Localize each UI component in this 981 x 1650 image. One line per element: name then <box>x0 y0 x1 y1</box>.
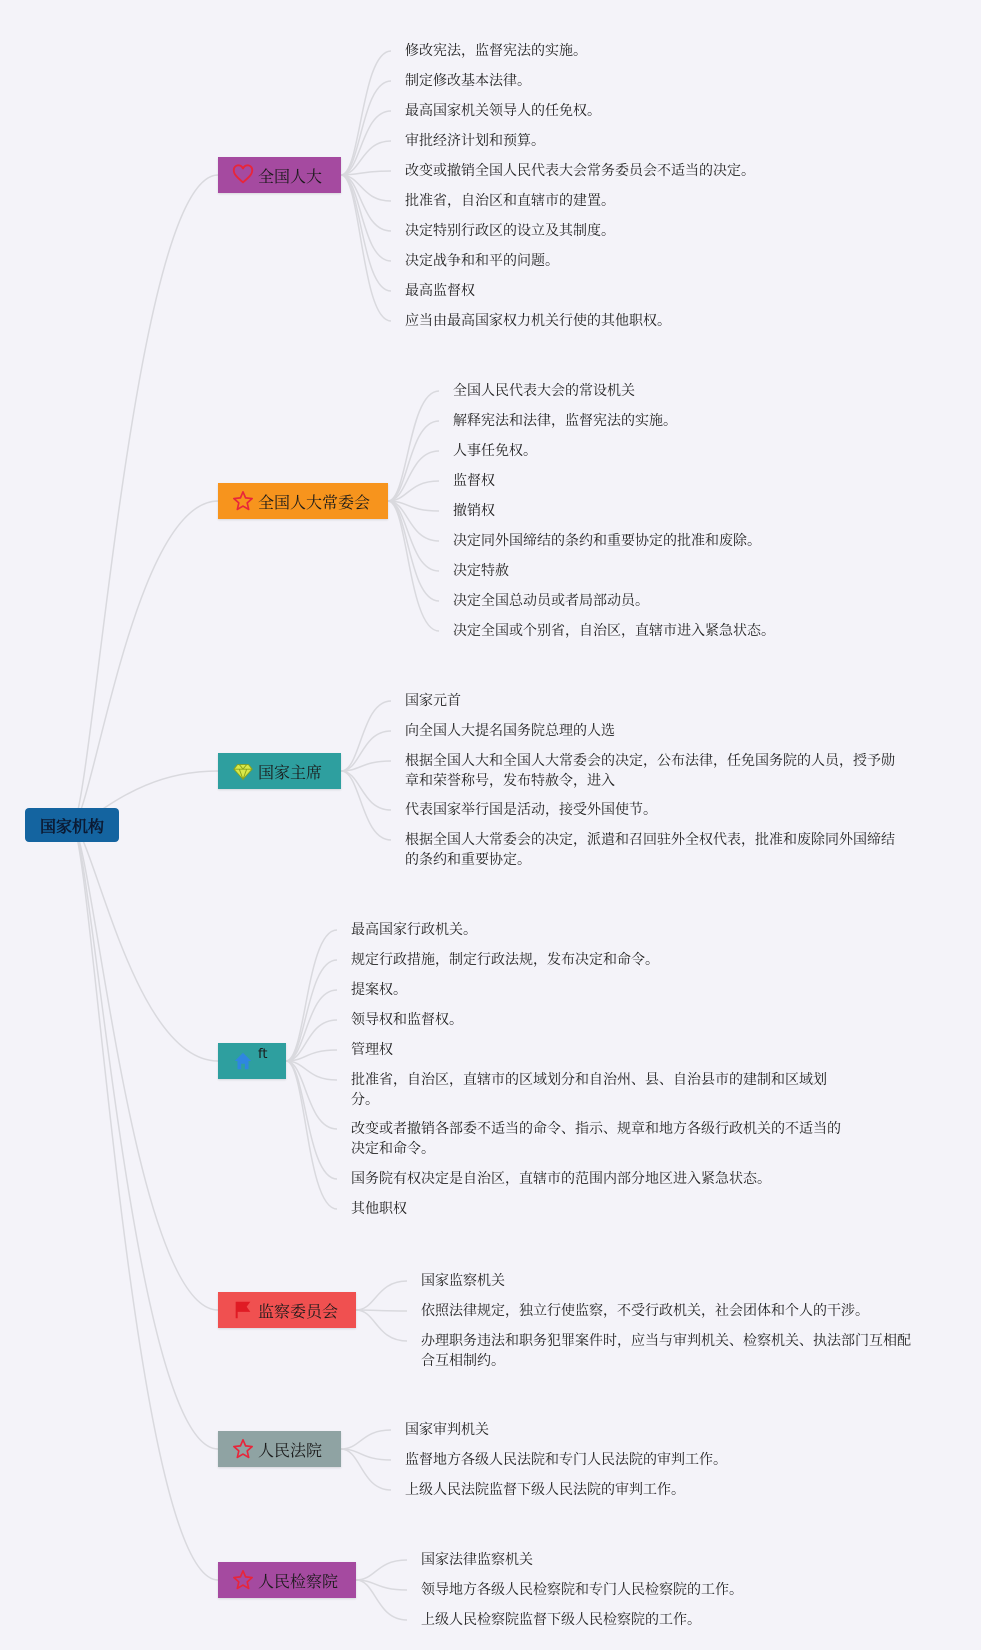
leaf-item: 最高国家行政机关。 <box>351 922 477 938</box>
branch-to-leaf-line <box>341 1430 391 1449</box>
flag-icon <box>232 1299 254 1321</box>
house-icon <box>232 1050 254 1072</box>
leaf-item: 撤销权 <box>453 503 495 519</box>
branch-node[interactable] <box>218 157 341 193</box>
leaf-item: 人事任免权。 <box>453 443 537 459</box>
leaf-item: 审批经济计划和预算。 <box>405 133 545 149</box>
branch-to-leaf-line <box>286 1061 337 1179</box>
leaf-item: 办理职务违法和职务犯罪案件时，应当与审判机关、检察机关、执法部门互相配合互相制约。 <box>421 1333 911 1369</box>
leaf-item: 决定全国总动员或者局部动员。 <box>453 593 649 609</box>
branch-to-leaf-line <box>341 771 391 810</box>
branch-to-leaf-line <box>356 1281 407 1310</box>
branch-to-leaf-line <box>388 391 439 501</box>
root-to-branch-line <box>72 175 218 825</box>
leaf-item: 应当由最高国家权力机关行使的其他职权。 <box>405 313 671 329</box>
leaf-item: 国家法律监察机关 <box>421 1552 533 1568</box>
leaf-item: 国家审判机关 <box>405 1422 489 1438</box>
branch-to-leaf-line <box>341 111 391 175</box>
leaf-item: 改变或者撤销各部委不适当的命令、指示、规章和地方各级行政机关的不适当的决定和命令。 <box>351 1121 841 1157</box>
leaf-item: 最高国家机关领导人的任免权。 <box>405 103 601 119</box>
branch-to-leaf-line <box>356 1310 407 1341</box>
branch-label: ft <box>258 1047 268 1062</box>
branch-label: 国家主席 <box>258 762 323 782</box>
branch-label: 全国人大 <box>258 166 323 186</box>
leaf-item: 批准省，自治区和直辖市的建置。 <box>405 193 615 209</box>
leaf-item: 全国人民代表大会的常设机关 <box>453 383 635 399</box>
star-icon <box>232 1569 254 1591</box>
diamond-icon <box>232 760 254 782</box>
leaf-item: 决定特别行政区的设立及其制度。 <box>405 223 615 239</box>
leaf-item: 制定修改基本法律。 <box>405 73 531 89</box>
leaf-item: 管理权 <box>351 1042 393 1058</box>
leaf-item: 上级人民法院监督下级人民法院的审判工作。 <box>405 1482 685 1498</box>
branch-label: 人民检察院 <box>258 1571 339 1591</box>
leaf-item: 国家监察机关 <box>421 1273 505 1289</box>
branch-node[interactable] <box>218 753 341 789</box>
root-label: 国家机构 <box>39 816 104 836</box>
leaf-item: 国家元首 <box>405 693 461 709</box>
leaf-item: 决定同外国缔结的条约和重要协定的批准和废除。 <box>453 533 761 549</box>
leaf-item: 决定全国或个别省，自治区，直辖市进入紧急状态。 <box>453 623 775 639</box>
leaf-item: 监督地方各级人民法院和专门人民法院的审判工作。 <box>405 1452 727 1468</box>
leaf-item: 规定行政措施，制定行政法规，发布决定和命令。 <box>351 952 659 968</box>
branch-label: 监察委员会 <box>258 1301 339 1321</box>
leaf-item: 改变或撤销全国人民代表大会常务委员会不适当的决定。 <box>405 163 755 179</box>
branch-to-leaf-line <box>356 1560 407 1580</box>
leaf-item: 监督权 <box>453 473 495 489</box>
branch-to-leaf-line <box>341 771 391 840</box>
leaf-item: 解释宪法和法律，监督宪法的实施。 <box>453 413 677 429</box>
root-node[interactable] <box>25 808 119 842</box>
branch-node[interactable] <box>218 1043 286 1079</box>
leaf-item: 批准省，自治区，直辖市的区域划分和自治州、县、自治县市的建制和区域划分。 <box>351 1072 827 1108</box>
leaf-item: 领导地方各级人民检察院和专门人民检察院的工作。 <box>421 1582 743 1598</box>
star-icon <box>232 1438 254 1460</box>
branch-node[interactable] <box>218 1562 356 1598</box>
leaf-item: 其他职权 <box>351 1201 407 1217</box>
leaf-item: 最高监督权 <box>405 283 475 299</box>
branch-label: 全国人大常委会 <box>258 492 371 512</box>
leaf-item: 向全国人大提名国务院总理的人选 <box>405 723 615 739</box>
leaf-item: 根据全国人大常委会的决定，派遣和召回驻外全权代表，批准和废除同外国缔结的条约和重要协定。 <box>405 832 895 868</box>
leaf-item: 修改宪法，监督宪法的实施。 <box>405 43 587 59</box>
branch-to-leaf-line <box>388 421 439 501</box>
branch-label: 人民法院 <box>258 1440 323 1460</box>
heart-icon <box>232 164 254 186</box>
branch-node[interactable] <box>218 1292 356 1328</box>
leaf-item: 代表国家举行国是活动，接受外国使节。 <box>405 802 657 818</box>
branch-to-leaf-line <box>356 1310 407 1311</box>
leaf-item: 决定战争和和平的问题。 <box>405 253 559 269</box>
leaf-item: 根据全国人大和全国人大常委会的决定，公布法律，任免国务院的人员，授予勋章和荣誉称号，发布特赦令，进入 <box>405 753 895 789</box>
branch-node[interactable] <box>218 483 388 519</box>
leaf-item: 提案权。 <box>351 982 407 998</box>
star-icon <box>232 490 254 512</box>
root-to-branch-line <box>72 501 218 825</box>
branch-to-leaf-line <box>341 1449 391 1490</box>
branch-node[interactable] <box>218 1431 341 1467</box>
leaf-item: 决定特赦 <box>453 563 509 579</box>
leaf-item: 依照法律规定，独立行使监察，不受行政机关，社会团体和个人的干涉。 <box>421 1303 869 1319</box>
leaf-item: 领导权和监督权。 <box>351 1012 463 1028</box>
root-to-branch-line <box>72 825 218 1310</box>
leaf-item: 国务院有权决定是自治区，直辖市的范围内部分地区进入紧急状态。 <box>351 1171 771 1187</box>
leaf-item: 上级人民检察院监督下级人民检察院的工作。 <box>421 1612 701 1628</box>
